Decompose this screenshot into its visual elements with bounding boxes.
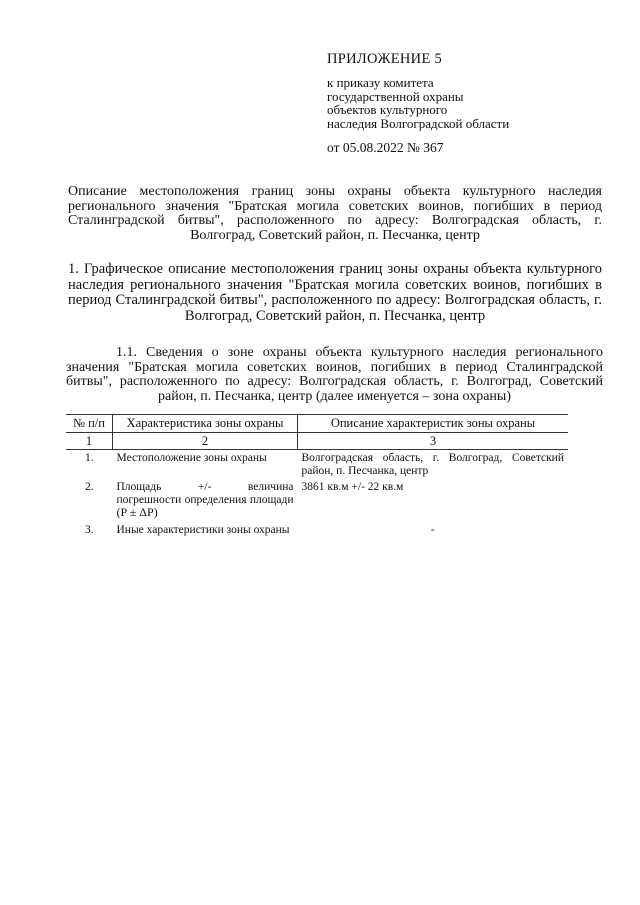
row-description: Волгоградская область, г. Волгоград, Советский район, п. Песчанка, центр — [301, 452, 564, 477]
column-index: 1 — [66, 432, 113, 450]
row-characteristic: Площадь +/- величина погрешности определения площади — [116, 481, 294, 506]
table-header-row — [66, 415, 568, 433]
row-number: 1. — [84, 452, 94, 464]
row-description: - — [430, 523, 435, 536]
zone-characteristics-table — [66, 414, 568, 538]
row-characteristic: Иные характеристики зоны охраны — [116, 523, 290, 536]
appendix-title: ПРИЛОЖЕНИЕ 5 — [327, 51, 443, 67]
order-date: от 05.08.2022 № 367 — [327, 140, 444, 155]
row-number: 3. — [84, 523, 94, 536]
row-number: 2. — [84, 481, 94, 493]
section-1-1-heading: 1.1. Сведения о зоне охраны объекта культурного наследия регионального значения "Братская могила советских воинов, погибших в период Сталинградской битвы", расположенного по адресу: Волгоградская область, г. Волгоград, Советский район, п. Песчанка, центр (далее именуется – зона охраны) — [66, 345, 603, 404]
column-index: 3 — [298, 432, 569, 450]
row-characteristic-cell — [113, 479, 298, 522]
header-description: Описание характеристик зоны охраны — [298, 415, 569, 433]
order-reference — [327, 76, 509, 130]
header-number: № п/п — [66, 415, 113, 433]
document-heading: Описание местоположения границ зоны охраны объекта культурного наследия регионального значения "Братская могила советских воинов, погибших в период Сталинградской битвы", расположенного по адресу: Волгоградская область, г. Волгоград, Советский район, п. Песчанка, центр — [68, 184, 602, 243]
section-1-heading: 1. Графическое описание местоположения границ зоны охраны объекта культурного наследия регионального значения "Братская могила советских воинов, погибших в период Сталинградской битвы", расположенного по адресу: Волгоградская область, г. Волгоград, Советский район, п. Песчанка, центр — [68, 261, 602, 324]
table-row — [66, 522, 568, 539]
order-line: к приказу комитета — [327, 75, 434, 90]
header-characteristic: Характеристика зоны охраны — [113, 415, 298, 433]
row-characteristic: Местоположение зоны охраны — [116, 452, 267, 464]
row-description: 3861 кв.м +/- 22 кв.м — [301, 481, 404, 493]
order-line: объектов культурного — [327, 102, 448, 117]
table-row — [66, 450, 568, 480]
table-row — [66, 479, 568, 522]
column-index: 2 — [113, 432, 298, 450]
area-error-formula: (P ± ΔP) — [116, 505, 158, 519]
table-index-row — [66, 432, 568, 450]
order-line: государственной охраны — [327, 88, 464, 104]
order-line: наследия Волгоградской области — [327, 115, 510, 131]
